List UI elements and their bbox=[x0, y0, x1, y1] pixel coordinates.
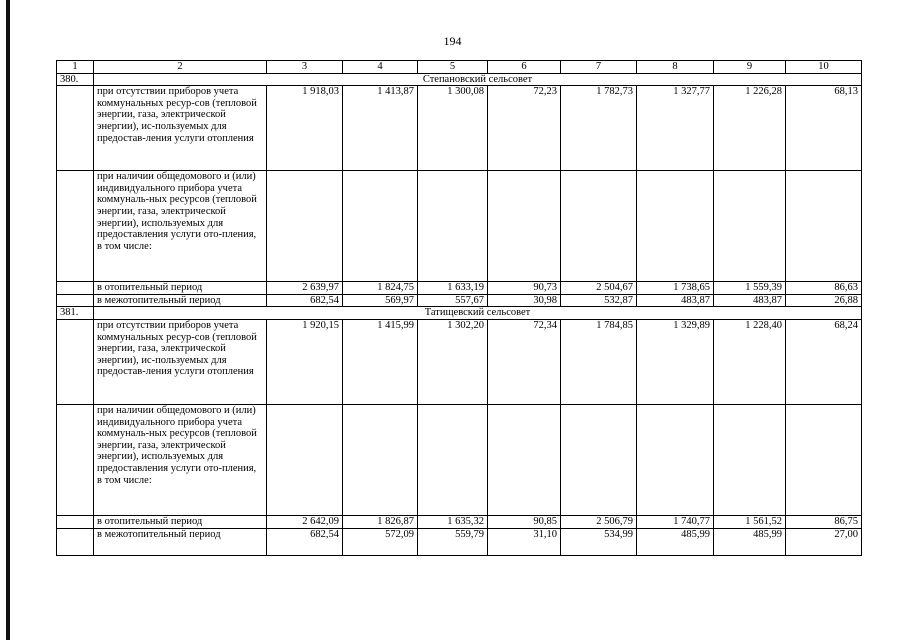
value-cell: 30,98 bbox=[488, 294, 561, 307]
value-cell: 1 329,89 bbox=[637, 319, 714, 404]
value-cell: 1 635,32 bbox=[418, 515, 488, 528]
column-header: 7 bbox=[561, 61, 637, 74]
value-cell: 1 302,20 bbox=[418, 319, 488, 404]
value-cell bbox=[786, 404, 862, 515]
value-cell bbox=[343, 404, 418, 515]
value-cell: 483,87 bbox=[714, 294, 786, 307]
header-row bbox=[57, 61, 862, 74]
column-header: 8 bbox=[637, 61, 714, 74]
table-row bbox=[57, 86, 862, 171]
table-row bbox=[57, 294, 862, 307]
tariff-table bbox=[56, 60, 862, 556]
description-cell: в отопительный период bbox=[94, 515, 267, 528]
value-cell: 86,75 bbox=[786, 515, 862, 528]
settlement-number: 381. bbox=[57, 307, 94, 320]
value-cell bbox=[488, 404, 561, 515]
value-cell bbox=[637, 404, 714, 515]
value-cell: 1 300,08 bbox=[418, 86, 488, 171]
value-cell: 72,23 bbox=[488, 86, 561, 171]
value-cell: 1 920,15 bbox=[267, 319, 343, 404]
table-row bbox=[57, 282, 862, 295]
number-cell bbox=[57, 404, 94, 515]
column-header: 3 bbox=[267, 61, 343, 74]
value-cell: 572,09 bbox=[343, 528, 418, 555]
value-cell bbox=[714, 404, 786, 515]
value-cell: 1 228,40 bbox=[714, 319, 786, 404]
description-cell: при отсутствии приборов учета коммунальных ресур-сов (тепловой энергии, газа, электрической энергии), ис-пользуемых для предостав-ления услуги отопления bbox=[94, 86, 267, 171]
column-header: 10 bbox=[786, 61, 862, 74]
value-cell: 483,87 bbox=[637, 294, 714, 307]
number-cell bbox=[57, 515, 94, 528]
value-cell: 569,97 bbox=[343, 294, 418, 307]
value-cell: 1 738,65 bbox=[637, 282, 714, 295]
value-cell bbox=[343, 171, 418, 282]
value-cell: 26,88 bbox=[786, 294, 862, 307]
value-cell: 2 642,09 bbox=[267, 515, 343, 528]
description-cell: при наличии общедомового и (или) индивидуального прибора учета коммуналь-ных ресурсов (тепловой энергии, газа, электрической энергии), используемых для предоставления услуги ото-пления, в том числе: bbox=[94, 171, 267, 282]
value-cell: 1 782,73 bbox=[561, 86, 637, 171]
table-row bbox=[57, 171, 862, 282]
value-cell: 485,99 bbox=[714, 528, 786, 555]
value-cell bbox=[561, 404, 637, 515]
value-cell: 1 413,87 bbox=[343, 86, 418, 171]
value-cell bbox=[637, 171, 714, 282]
value-cell: 72,34 bbox=[488, 319, 561, 404]
value-cell bbox=[267, 404, 343, 515]
table-row bbox=[57, 319, 862, 404]
value-cell: 1 226,28 bbox=[714, 86, 786, 171]
number-cell bbox=[57, 282, 94, 295]
value-cell bbox=[267, 171, 343, 282]
value-cell: 1 561,52 bbox=[714, 515, 786, 528]
column-header: 2 bbox=[94, 61, 267, 74]
value-cell bbox=[418, 171, 488, 282]
value-cell: 1 327,77 bbox=[637, 86, 714, 171]
value-cell bbox=[786, 171, 862, 282]
value-cell: 557,67 bbox=[418, 294, 488, 307]
value-cell bbox=[561, 171, 637, 282]
value-cell bbox=[488, 171, 561, 282]
column-header: 1 bbox=[57, 61, 94, 74]
table-row bbox=[57, 515, 862, 528]
value-cell: 559,79 bbox=[418, 528, 488, 555]
value-cell: 532,87 bbox=[561, 294, 637, 307]
number-cell bbox=[57, 294, 94, 307]
value-cell: 86,63 bbox=[786, 282, 862, 295]
value-cell: 1 740,77 bbox=[637, 515, 714, 528]
settlement-name: Степановский сельсовет bbox=[94, 73, 862, 86]
value-cell: 682,54 bbox=[267, 294, 343, 307]
settlement-name: Татищевский сельсовет bbox=[94, 307, 862, 320]
page-number: 194 bbox=[443, 34, 462, 48]
value-cell: 1 824,75 bbox=[343, 282, 418, 295]
description-cell: в отопительный период bbox=[94, 282, 267, 295]
value-cell: 31,10 bbox=[488, 528, 561, 555]
description-cell: в межотопительный период bbox=[94, 528, 267, 555]
value-cell: 2 506,79 bbox=[561, 515, 637, 528]
value-cell: 68,24 bbox=[786, 319, 862, 404]
value-cell: 485,99 bbox=[637, 528, 714, 555]
column-header: 9 bbox=[714, 61, 786, 74]
description-cell: при отсутствии приборов учета коммунальных ресур-сов (тепловой энергии, газа, электрической энергии), ис-пользуемых для предостав-ления услуги отопления bbox=[94, 319, 267, 404]
value-cell: 1 826,87 bbox=[343, 515, 418, 528]
value-cell: 682,54 bbox=[267, 528, 343, 555]
table-row bbox=[57, 404, 862, 515]
value-cell: 1 559,39 bbox=[714, 282, 786, 295]
number-cell bbox=[57, 319, 94, 404]
settlement-number: 380. bbox=[57, 73, 94, 86]
binding-edge-line bbox=[6, 0, 10, 640]
value-cell: 90,73 bbox=[488, 282, 561, 295]
settlement-row bbox=[57, 307, 862, 320]
value-cell: 534,99 bbox=[561, 528, 637, 555]
value-cell: 68,13 bbox=[786, 86, 862, 171]
column-header: 4 bbox=[343, 61, 418, 74]
column-header: 6 bbox=[488, 61, 561, 74]
description-cell: в межотопительный период bbox=[94, 294, 267, 307]
value-cell: 2 504,67 bbox=[561, 282, 637, 295]
column-header: 5 bbox=[418, 61, 488, 74]
table-row bbox=[57, 528, 862, 555]
number-cell bbox=[57, 86, 94, 171]
value-cell: 90,85 bbox=[488, 515, 561, 528]
value-cell: 1 633,19 bbox=[418, 282, 488, 295]
value-cell bbox=[418, 404, 488, 515]
value-cell: 2 639,97 bbox=[267, 282, 343, 295]
value-cell: 1 784,85 bbox=[561, 319, 637, 404]
value-cell: 27,00 bbox=[786, 528, 862, 555]
value-cell bbox=[714, 171, 786, 282]
value-cell: 1 918,03 bbox=[267, 86, 343, 171]
value-cell: 1 415,99 bbox=[343, 319, 418, 404]
description-cell: при наличии общедомового и (или) индивидуального прибора учета коммуналь-ных ресурсов (тепловой энергии, газа, электрической энергии), используемых для предоставления услуги ото-пления, в том числе: bbox=[94, 404, 267, 515]
number-cell bbox=[57, 171, 94, 282]
settlement-row bbox=[57, 73, 862, 86]
number-cell bbox=[57, 528, 94, 555]
